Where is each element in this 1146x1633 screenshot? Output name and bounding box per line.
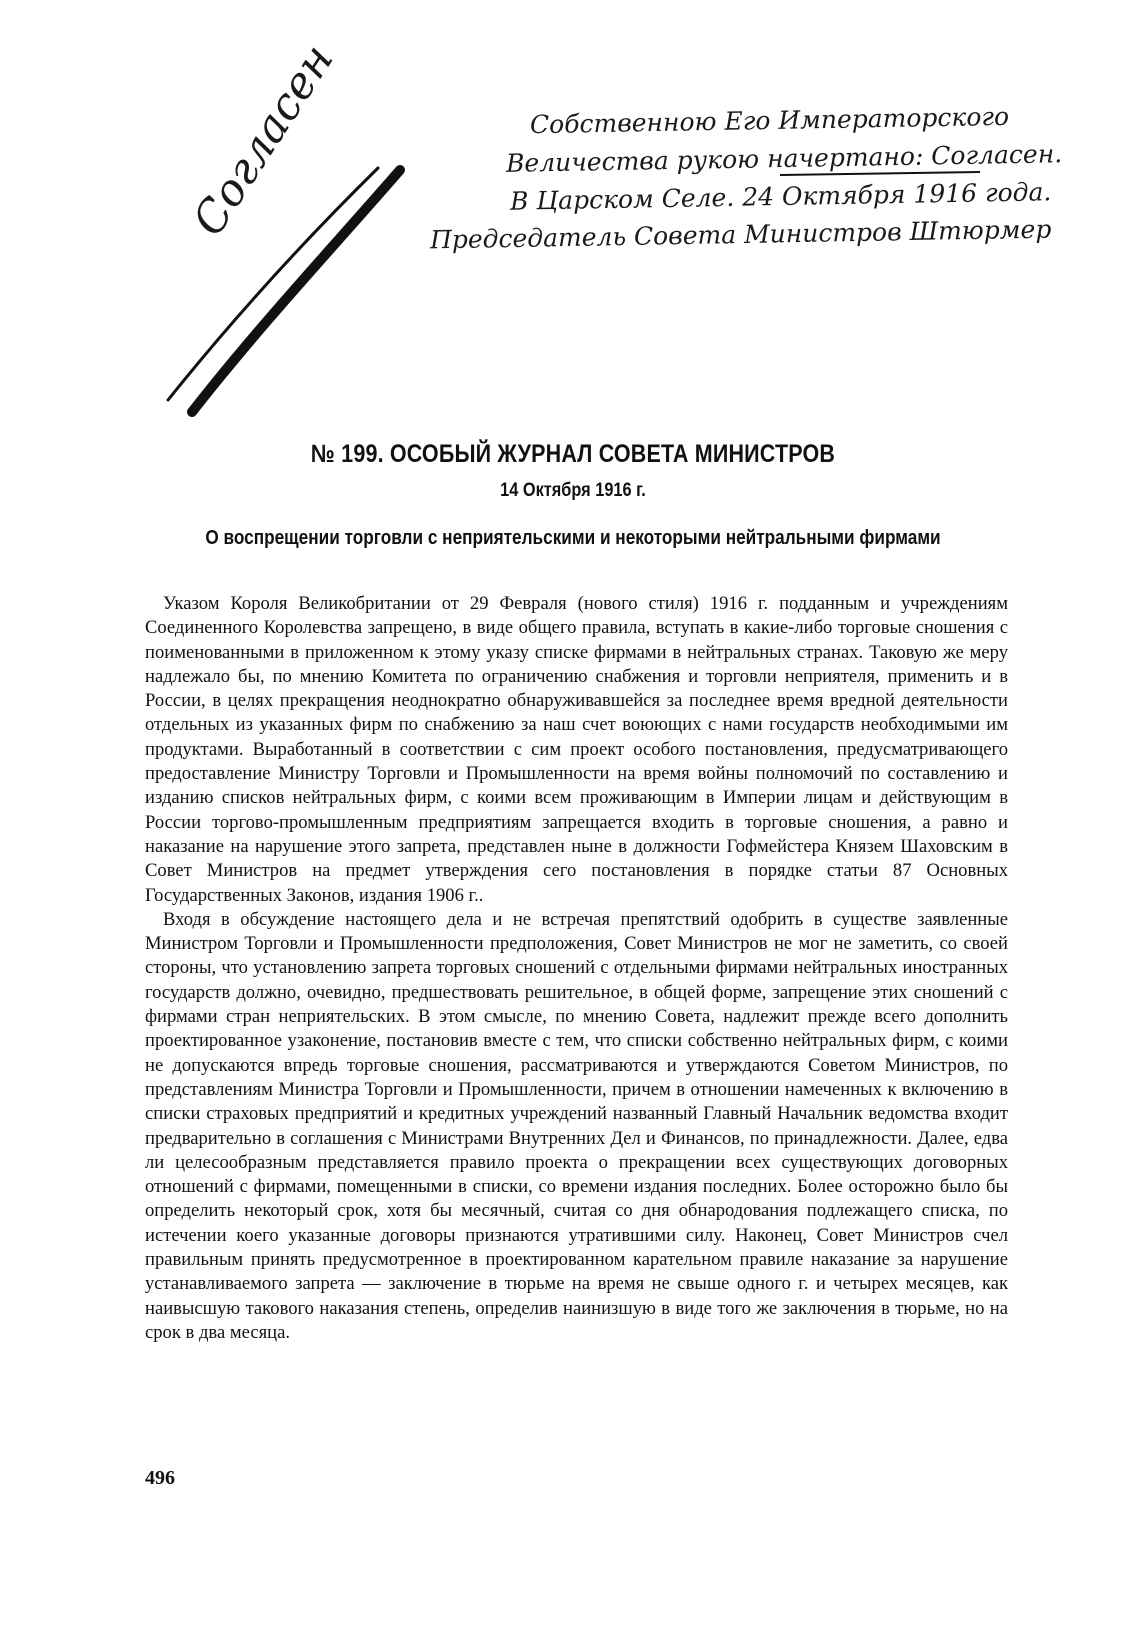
document-title: № 199. ОСОБЫЙ ЖУРНАЛ СОВЕТА МИНИСТРОВ bbox=[310, 440, 836, 468]
handwriting-line: В Царском Селе. 24 Октября 1916 года. bbox=[509, 177, 1052, 216]
document-body bbox=[145, 592, 1008, 1345]
page-number: 496 bbox=[145, 1467, 175, 1489]
side-resolution-handwriting: Согласен bbox=[183, 35, 344, 245]
handwriting-line: Величества рукою начертано: Согласен. bbox=[505, 139, 1063, 178]
handwriting-line: Собственною Его Императорского bbox=[529, 101, 1010, 140]
document-subtitle: О воспрещении торговли с неприятельскими и некоторыми нейтральными фирмами bbox=[205, 527, 941, 549]
body-paragraph: Указом Короля Великобритании от 29 Февраля (нового стиля) 1916 г. подданным и учреждениям Соединенного Королевства запрещено, в виде общего правила, вступать в какие-либо торговые сношения с поименованными в приложенном к этому указу списке фирмами в нейтральных странах. Таковую же меру надлежало бы, по мнению Комитета по ограничению снабжения и торговли неприятеля, применить и в России, в целях прекращения неоднократно обнаруживавшейся за последнее время вредной деятельности отдельных из указанных фирм по снабжению за наш счет воюющих с нами государств необходимыми им продуктами. Выработанный в соответствии с сим проект особого постановления, предусматривающего предоставление Министру Торговли и Промышленности на время войны полномочий по составлению и изданию списков нейтральных фирм, с коими всем проживающим в Империи лицам и действующим в России торгово-промышленным предприятиям запрещается входить в торговые сношения, а равно и наказание на нарушение этого запрета, представлен ныне в должности Гофмейстера Князем Шаховским в Совет Министров на предмет утверждения сего постановления в порядке статьи 87 Основных Государственных Законов, издания 1906 г.. bbox=[145, 593, 1008, 906]
body-paragraph: Входя в обсуждение настоящего дела и не встречая препятствий одобрить в существе заявленные Министром Торговли и Промышленности предположения, Совет Министров не мог не заметить, со своей стороны, что установлению запрета торговых сношений с отдельными фирмами нейтральных иностранных государств должно, очевидно, предшествовать решительное, в общей форме, запрещение этих сношений с фирмами стран неприятельских. В этом смысле, по мнению Совета, надлежит прежде всего дополнить проектированное узаконение, постановив вместе с тем, что списки собственно нейтральных фирм, с коими не допускаются впредь торговые сношения, рассматриваются и утверждаются Советом Министров, по представлениям Министра Торговли и Промышленности, причем в отношении намеченных к включению в списки страховых предприятий и кредитных учреждений названный Главный Начальник ведомства входит предварительно в соглашения с Министрами Внутренних Дел и Финансов, по принадлежности. Далее, едва ли целесообразным представляется правило проекта о прекращении всех существующих договорных отношений с фирмами, помещенными в списки, со времени издания последних. Более осторожно было бы определить некоторый срок, хотя бы месячный, считая со дня обнародования подлежащего списка, по истечении коего указанные договоры признаются утратившими силу. Наконец, Совет Министров счел правильным принять предусмотренное в проектированном карательном правиле наказание за нарушение устанавливаемого запрета — заключение в тюрьме на время не свыше одного г. и четырех месяцев, как наивысшую такового наказания степень, определив наинизшую в виде того же заключения в тюрьме, но на срок в два месяца. bbox=[145, 908, 1008, 1343]
document-date: 14 Октября 1916 г. bbox=[500, 480, 646, 501]
handwriting-line: Председатель Совета Министров Штюрмер bbox=[429, 214, 1052, 255]
